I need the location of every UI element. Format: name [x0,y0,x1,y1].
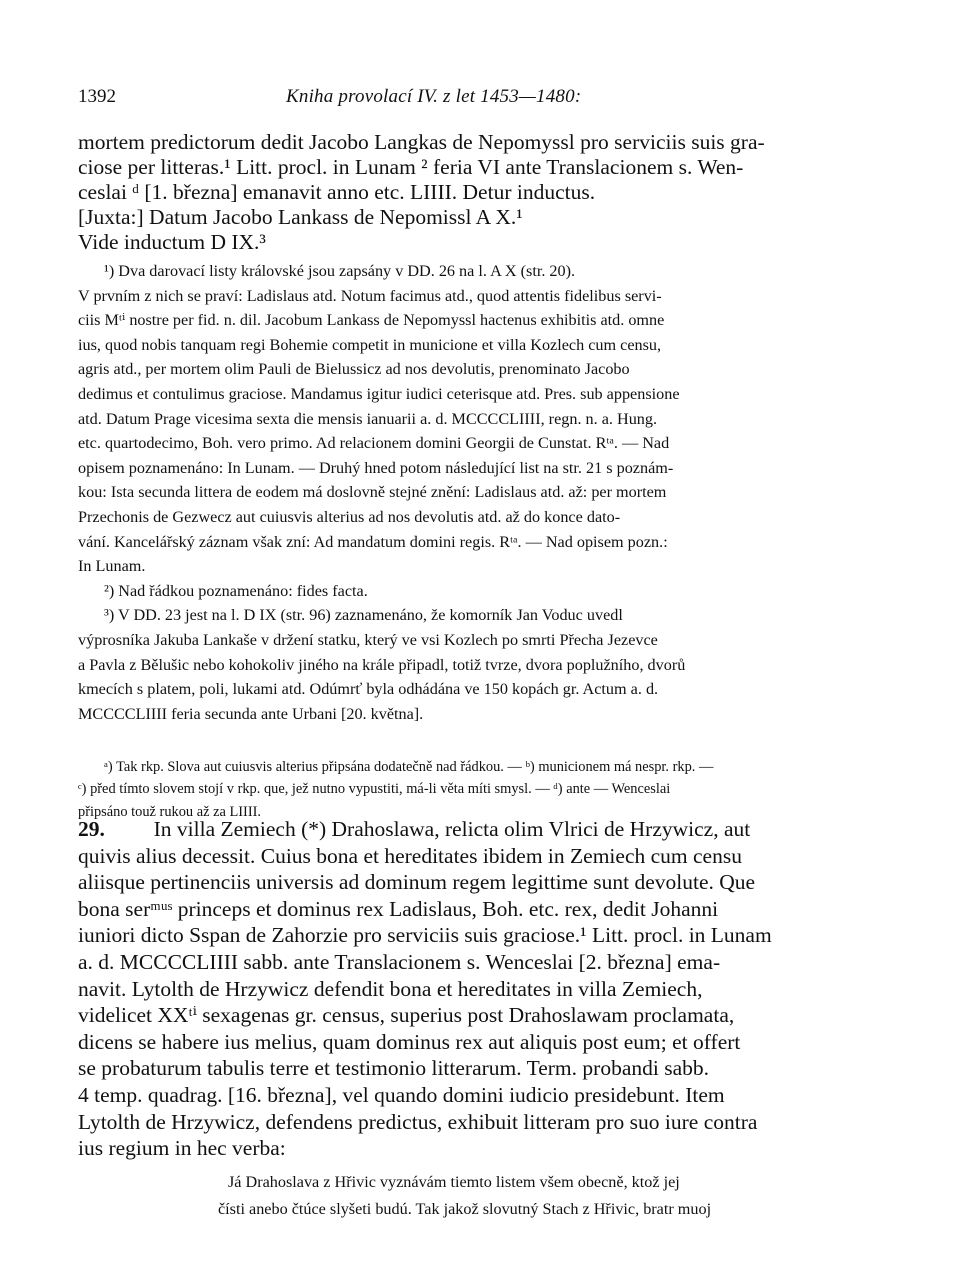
text-line: Lytolth de Hrzywicz, defendens predictus, exhibuit litteram pro suo iure contra [78,1109,758,1134]
footnote-line: Przechonis de Gezwecz aut cuiusvis alterius ad nos devolutis atd. až do konce dato- [78,507,621,526]
footnote-line: atd. Datum Prage vicesima sexta die mensis ianuarii a. d. MCCCCLIIII, regn. n. a. Hung. [78,409,658,428]
text-line: a. d. MCCCCLIIII sabb. ante Translacionem s. Wenceslai [2. března] ema- [78,949,721,974]
text-line: ceslai ᵈ [1. března] emanavit anno etc. LIIII. Detur inductus. [78,180,596,204]
critical-apparatus [78,756,883,823]
footnote-line: ¹) Dva darovací listy královské jsou zapsány v DD. 26 na l. A X (str. 20). [104,262,576,280]
footnotes [78,259,883,726]
footnote-line: a Pavla z Bělušic nebo kohokoliv jiného na krále připadl, totiž tvrze, dvora poplužního, dvorů [78,655,686,674]
quote-line: čísti anebo čtúce slyšeti budú. Tak jakož slovutný Stach z Hřivic, bratr muoj [218,1200,712,1218]
main-text [78,130,883,255]
page-number: 1392 [78,86,116,107]
footnote-line: MCCCCLIIII feria secunda ante Urbani [20. května]. [78,704,424,723]
apparatus-line: připsáno touž rukou až za LIIII. [78,803,262,820]
footnote-line: ius, quod nobis tanquam regi Bohemie competit in municione et villa Kozlech cum censu, [78,335,662,354]
text-line: quivis alius decessit. Cuius bona et hereditates ibidem in Zemiech cum censu [78,843,742,868]
footnote-line: ³) V DD. 23 jest na l. D IX (str. 96) zaznamenáno, že komorník Jan Voduc uvedl [104,606,623,625]
footnote-line: vání. Kancelářský záznam však zní: Ad mandatum domini regis. Rᵗᵃ. — Nad opisem pozn.: [78,532,668,551]
text-line: videlicet XXᵗⁱ sexagenas gr. census, superius post Drahoslawam proclamata, [78,1003,735,1028]
text-line: aliisque pertinenciis universis ad dominum regem legittime sunt devolute. Que [78,870,756,895]
text-line: bona serᵐᵘˢ princeps et dominus rex Ladislaus, Boh. etc. rex, dedit Johanni [78,896,719,921]
quote-line: Já Drahoslava z Hřivic vyznávám tiemto listem všem obecně, ktož jej [228,1173,680,1191]
running-title: Kniha provolací IV. z let 1453—1480: [286,86,582,107]
footnote-line: ²) Nad řádkou poznamenáno: fides facta. [104,581,368,600]
text-line: In villa Zemiech (*) Drahoslawa, relicta olim Vlrici de Hrzywicz, aut [153,817,751,841]
apparatus-line: ᶜ) před tímto slovem stojí v rkp. que, jež nutno vypustiti, má-li věta míti smysl. — ᵈ) ante — Wenceslai [78,781,671,798]
footnote-line: opisem poznamenáno: In Lunam. — Druhý hned potom následující list na str. 21 s poznám- [78,458,674,477]
text-line: iuniori dicto Sspan de Zahorzie pro serviciis suis graciose.¹ Litt. procl. in Lunam [78,923,772,948]
footnote-line: agris atd., per mortem olim Pauli de Bielussicz ad nos devolutis, prenominato Jacobo [78,360,630,379]
footnote-line: V prvním z nich se praví: Ladislaus atd. Notum facimus atd., quod attentis fidelibus servi- [78,286,662,305]
quoted-charter [218,1169,883,1223]
entry-29 [78,816,883,1162]
text-line: Vide inductum D IX.³ [78,230,266,254]
footnote-line: kou: Ista secunda littera de eodem má doslovně stejné znění: Ladislaus atd. až: per mortem [78,483,667,502]
footnote-line: etc. quartodecimo, Boh. vero primo. Ad relacionem domini Georgii de Cunstat. Rᵗᵃ. — Nad [78,434,670,453]
apparatus-line: ᵃ) Tak rkp. Slova aut cuiusvis alterius připsána dodatečně nad řádkou. — ᵇ) municionem má nespr. rkp. — [104,759,714,775]
text-line: dicens se habere ius melius, quam dominus rex aut aliquis post eum; et offert [78,1029,741,1054]
text-line: [Juxta:] Datum Jacobo Lankass de Nepomissl A X.¹ [78,205,523,229]
text-line: navit. Lytolth de Hrzywicz defendit bona et hereditates in villa Zemiech, [78,976,703,1001]
footnote-line: dedimus et contulimus graciose. Mandamus igitur iudici ceterisque atd. Pres. sub appensione [78,384,680,403]
text-line: 4 temp. quadrag. [16. března], vel quando domini iudicio presidebunt. Item [78,1082,725,1107]
footnote-line: výprosníka Jakuba Lankaše v držení statku, který ve vsi Kozlech po smrti Přecha Jezevce [78,630,658,649]
footnote-line: kmecích s platem, poli, lukami atd. Odúmrť byla odhádána ve 150 kopách gr. Actum a. d. [78,680,659,699]
footnote-line: ciis Mᵗⁱ nostre per fid. n. dil. Jacobum Lankass de Nepomyssl hactenus exhibitis atd. omne [78,311,665,330]
text-line: mortem predictorum dedit Jacobo Langkas de Nepomyssl pro serviciis suis gra- [78,130,765,154]
entry-number: 29. [78,817,105,841]
footnote-line: In Lunam. [78,557,146,576]
text-line: ciose per litteras.¹ Litt. procl. in Lunam ² feria VI ante Translacionem s. Wen- [78,155,744,179]
text-line: se probaturum tabulis terre et testimonio litterarum. Term. probandi sabb. [78,1056,709,1081]
page-header [78,86,883,116]
text-line: ius regium in hec verba: [78,1136,286,1161]
